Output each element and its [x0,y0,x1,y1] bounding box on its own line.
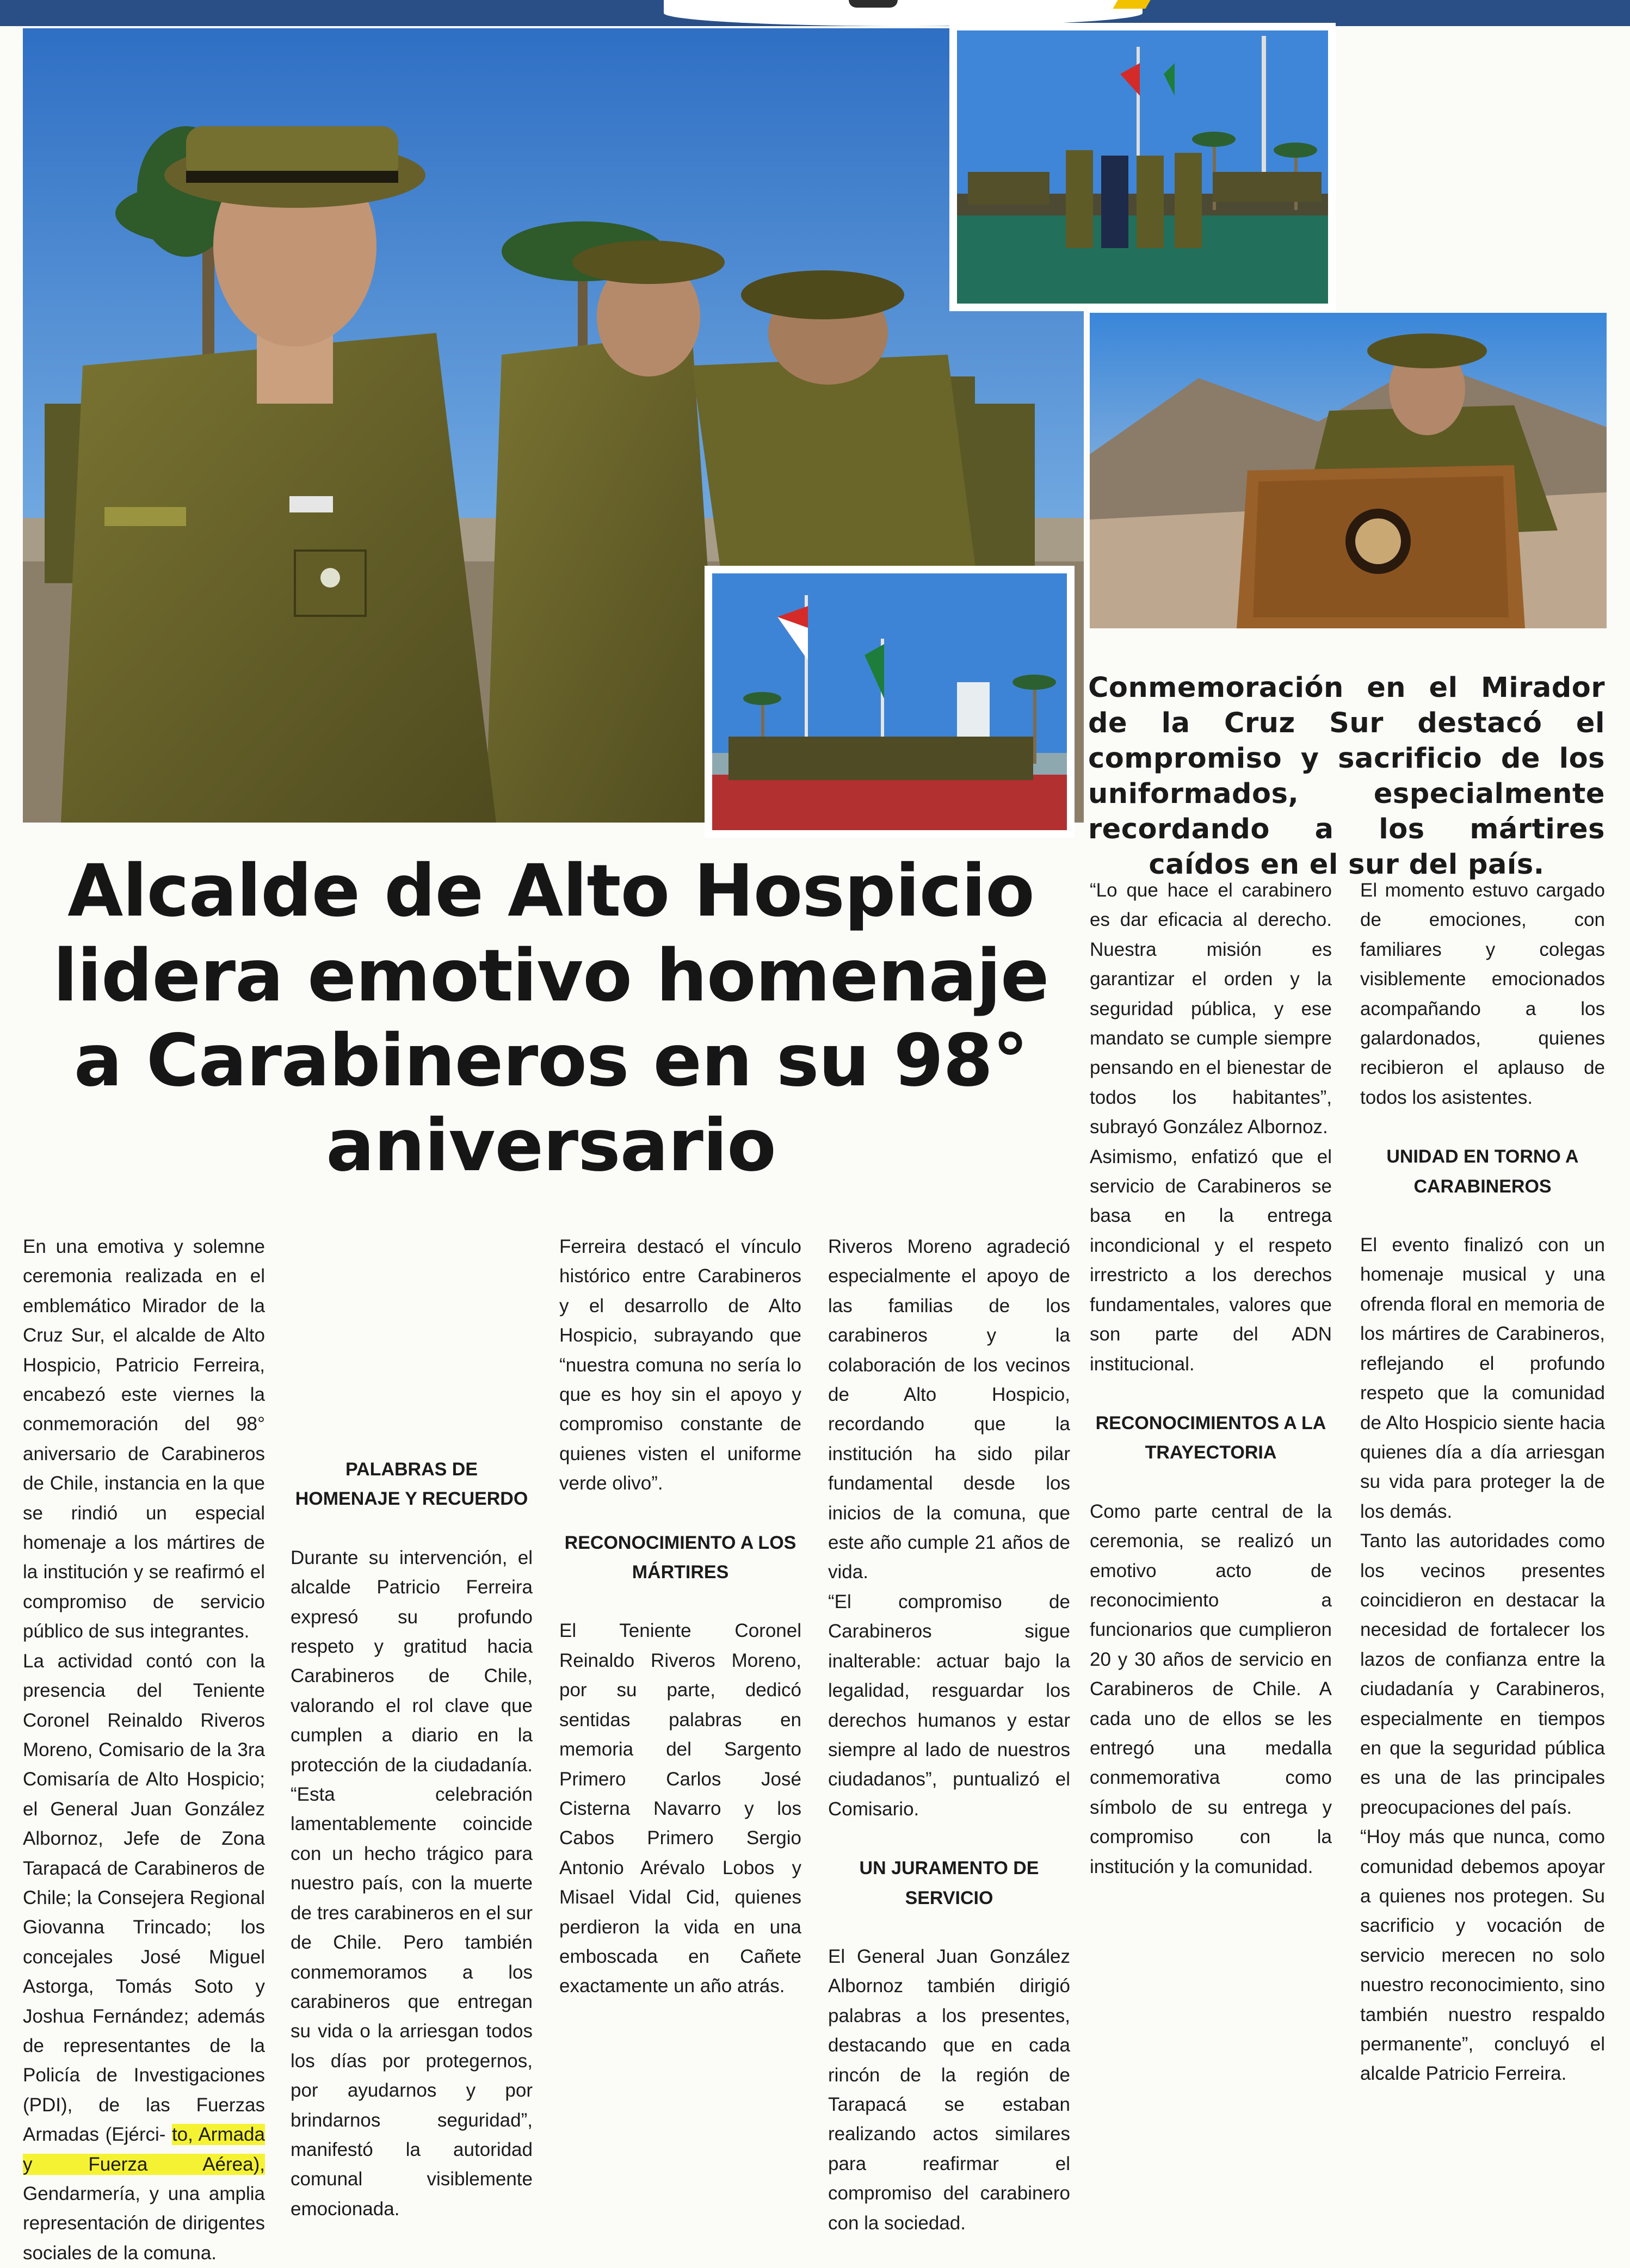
paragraph: Ferreira destacó el vínculo histórico entre Carabineros y el desarrollo de Alto Hospicio, subrayando que “nuestra comuna no sería lo que es hoy sin el apoyo y compromiso constante de quienes visten el uniforme verde olivo”. [559,1236,801,1494]
article-column-1 [23,1232,265,2264]
paragraph: El Teniente Coronel Reinaldo Riveros Moreno, por su parte, dedicó sentidas palabras en memoria del Sargento Primero Carlos José Cisterna Navarro y los Cabos Primero Sergio Antonio Arévalo Lobos y Misael Vidal Cid, quienes perdieron la vida en una emboscada en Cañete exactamente un año atrás. [559,1620,801,1997]
article-headline: Alcalde de Alto Hospicio lidera emotivo homenaje a Carabineros en su 98° aniversario [53,849,1049,1188]
paragraph [23,1647,265,2268]
section-heading: RECONOCIMIENTOS A LA TRAYECTORIA [1095,1412,1326,1463]
article-deck: Conmemoración en el Mirador de la Cruz Sur destacó el compromiso y sacrificio de los uniformados, especialmente recordando a los mártires caídos en el sur del país. [1088,672,1605,881]
paragraph: Riveros Moreno agradeció especialmente el apoyo de las familias de los carabineros y la colaboración de los vecinos de Alto Hospicio, recordando que la institución ha sido pilar fundamental desde los inicios de la comuna, que este año cumple 21 años de vida. [828,1236,1070,1583]
general-at-podium-photo [1090,313,1607,628]
article-column-2 [291,1425,533,2220]
top-banner [0,0,1630,26]
paragraph: Asimismo, enfatizó que el servicio de Carabineros se basa en la entrega incondicional y el respeto irrestricto a los derechos fundamentales, valores que son parte del ADN institucional. [1090,1146,1332,1375]
paragraph: El General Juan González Albornoz también dirigió palabras a los presentes, destacando que en cada rincón de la región de Tarapacá se estaban realizando actos similares para reafirmar el compromiso del carabinero con la sociedad. [828,1945,1070,2234]
paragraph: “El compromiso de Carabineros sigue inalterable: actuar bajo la legalidad, resguardar los derechos humanos y estar siempre al lado de nuestros ciudadanos”, puntualizó el Comisario. [828,1591,1070,1820]
section-heading: UN JURAMENTO DE SERVICIO [859,1858,1039,1908]
flag-group-photo [705,566,1075,838]
article-column-4 [828,1232,1070,2234]
article-column-5 [1090,876,1332,1882]
officers-group-photo [949,23,1336,311]
paragraph: El evento finalizó con un homenaje musical y una ofrenda floral en memoria de los mártires de Carabineros, reflejando el profundo respeto que la comunidad de Alto Hospicio siente hacia quienes día a día arriesgan su vida para proteger la de los demás. [1360,1234,1605,1522]
banner-logo-fragment [849,0,898,8]
paragraph-text: La actividad contó con la presencia del Teniente Coronel Reinaldo Riveros Moreno, Comisario de la 3ra Comisaría de Alto Hospicio; el General Juan González Albornoz, Jefe de Zona Tarapacá de Carabineros de Chile; la Consejera Regional Giovanna Trincado; los concejales José Miguel Astorga, Tomás Soto y Joshua Fernández; además de representantes de la Policía de Investigaciones (PDI), de las Fuerzas Armadas (Ejérci- [23,1650,265,2146]
paragraph: “Hoy más que nunca, como comunidad debemos apoyar a quienes nos protegen. Su sacrificio y vocación de servicio merecen no solo nuestro reconocimiento, sino también nuestro respaldo permanente”, concluyó el alcalde Patricio Ferreira. [1360,1826,1605,2085]
banner-wave [664,0,1143,26]
paragraph: Tanto las autoridades como los vecinos presentes coincidieron en destacar la necesidad de fortalecer los lazos de confianza entre la ciudadanía y Carabineros, especialmente en tiempos en que la seguridad pública es una de las principales preocupaciones del país. [1360,1530,1605,1818]
section-heading: RECONOCIMIENTO A LOS MÁRTIRES [564,1532,797,1583]
paragraph-text: Gendarmería, y una amplia representación de dirigentes sociales de la comuna. [23,2183,265,2264]
paragraph: “Lo que hace el carabinero es dar eficacia al derecho. Nuestra misión es garantizar el orden y la seguridad pública, y ese mandato se cumple siempre pensando en el bienestar de todos los habitantes”, subrayó González Albornoz. [1090,880,1332,1138]
highlighted-text: to, Armada y Fuerza Aérea), [23,2124,265,2175]
article-column-6 [1360,876,1605,2085]
section-heading: UNIDAD EN TORNO A CARABINEROS [1386,1146,1579,1197]
section-heading: PALABRAS DE HOMENAJE Y RECUERDO [295,1459,528,1510]
banner-gold-stripe [1113,0,1150,9]
paragraph: Como parte central de la ceremonia, se realizó un emotivo acto de reconocimiento a funcionarios que cumplieron 20 y 30 años de servicio en Carabineros de Chile. A cada uno de ellos se les entregó una medalla conmemorativa como símbolo de su entrega y compromiso con la institución y la comunidad. [1090,1500,1332,1877]
paragraph: En una emotiva y solemne ceremonia realizada en el emblemático Mirador de la Cruz Sur, el alcalde de Alto Hospicio, Patricio Ferreira, encabezó este viernes la conmemoración del 98° aniversario de Carabineros de Chile, instancia en la que se rindió un especial homenaje a los mártires de la institución y se reafirmó el compromiso de servicio público de sus integrantes. [23,1236,265,1642]
paragraph: El momento estuvo cargado de emociones, con familiares y colegas visiblemente emocionados acompañando a los galardonados, quienes recibieron el aplauso de todos los asistentes. [1360,880,1605,1108]
paragraph: Durante su intervención, el alcalde Patricio Ferreira expresó su profundo respeto y gratitud hacia Carabineros de Chile, valorando el rol clave que cumplen a diario en la protección de la ciudadanía. “Esta celebración lamentablemente coincide con un hecho trágico para nuestro país, con la muerte de tres carabineros en el sur de Chile. Pero también conmemoramos a los carabineros que entregan su vida o la arriesgan todos los días por protegernos, por ayudarnos y por brindarnos seguridad”, manifestó la autoridad comunal visiblemente emocionada. [291,1547,533,2220]
article-column-3 [559,1232,801,2001]
